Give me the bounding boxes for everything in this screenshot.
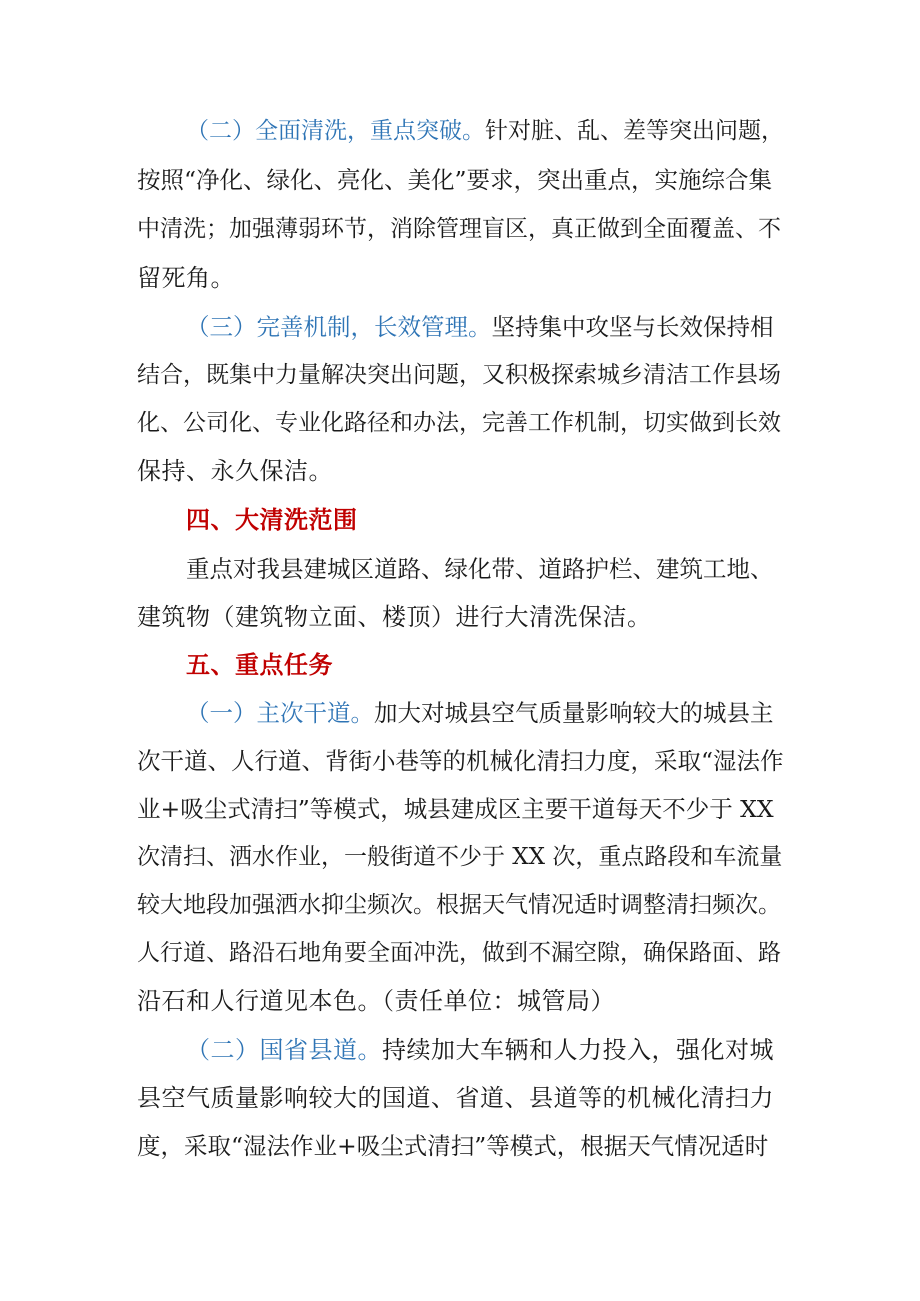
paragraph-line: 人行道、路沿石地角要全面冲洗，做到不漏空隙，确保路面、路: [137, 940, 781, 966]
paragraph-line: [186, 697, 774, 729]
paragraph-line: 结合，既集中力量解决突出问题，又积极探索城乡清洁工作县场: [137, 362, 781, 388]
paragraph-line: [186, 115, 784, 147]
section-title: 五、重点任务: [186, 651, 333, 679]
paragraph-line: 沿石和人行道见本色。（责任单位：城管局）: [137, 987, 615, 1015]
paragraph-line: 重点对我县建城区道路、绿化带、道路护栏、建筑工地、: [186, 555, 774, 583]
paragraph-line: 化、公司化、专业化路径和办法，完善工作机制，切实做到长效: [137, 410, 781, 436]
subsection-heading: （二）全面清洗，重点突破。: [186, 118, 485, 144]
paragraph-line: 次清扫、洒水作业，一般街道不少于 XX 次，重点路段和车流量: [137, 844, 783, 870]
paragraph-text: 加大对城县空气质量影响较大的城县主: [374, 699, 774, 727]
paragraph-line: 较大地段加强洒水抑尘频次。根据天气情况适时调整清扫频次。: [137, 892, 781, 918]
paragraph-text: 针对脏、乱、差等突出问题，: [485, 118, 784, 144]
subsection-heading: （一）主次干道。: [186, 699, 374, 727]
paragraph-line: 次干道、人行道、背街小巷等的机械化清扫力度，采取“湿法作: [137, 747, 784, 775]
subsection-heading: （三）完善机制，长效管理。: [186, 313, 492, 341]
paragraph-line: 度，采取“湿法作业+吸尘式清扫”等模式，根据天气情况适时: [137, 1132, 769, 1160]
paragraph-line: 中清洗；加强薄弱环节，消除管理盲区，真正做到全面覆盖、不: [137, 216, 781, 242]
paragraph-line: [186, 311, 774, 343]
paragraph-line: 留死角。: [137, 264, 235, 292]
paragraph-text: 持续加大车辆和人力投入，强化对城: [382, 1036, 774, 1064]
section-title: 四、大清洗范围: [186, 506, 358, 534]
paragraph-line: 按照“净化、绿化、亮化、美化”要求，突出重点，实施综合集: [137, 166, 773, 194]
paragraph-line: 业+吸尘式清扫”等模式，城县建成区主要干道每天不少于 XX: [137, 795, 774, 823]
paragraph-line: [186, 1034, 774, 1066]
paragraph-line: 建筑物（建筑物立面、楼顶）进行大清洗保洁。: [137, 603, 652, 631]
paragraph-line: 县空气质量影响较大的国道、省道、县道等的机械化清扫力: [137, 1084, 774, 1112]
paragraph-text: 坚持集中攻坚与长效保持相: [491, 313, 774, 341]
subsection-heading: （二）国省县道。: [186, 1036, 382, 1064]
paragraph-line: 保持、永久保洁。: [137, 457, 333, 485]
